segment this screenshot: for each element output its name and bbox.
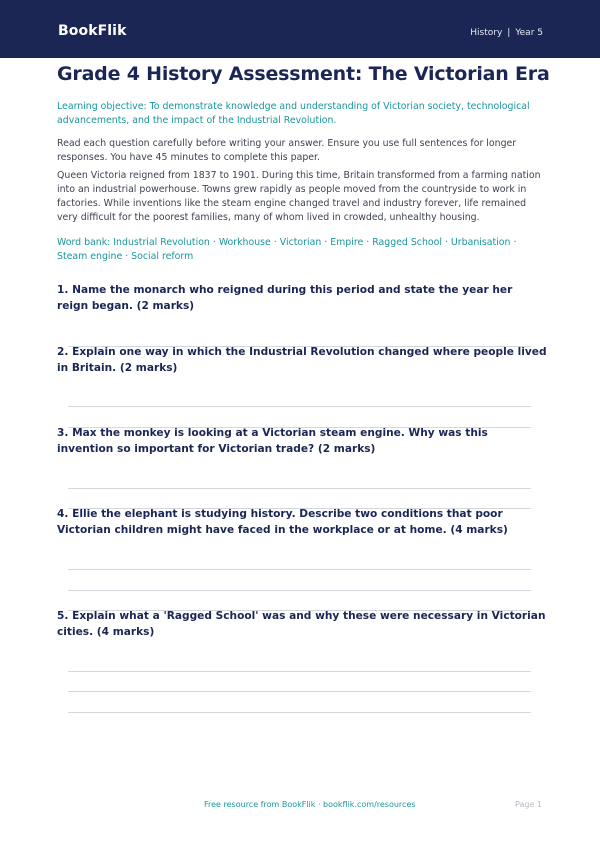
answer-line[interactable] xyxy=(68,590,531,591)
answer-line[interactable] xyxy=(68,569,531,570)
instructions: Read each question carefully before writing your answer. Ensure you use full sentences for longer responses. You have 45 minutes to complete this paper. xyxy=(57,138,517,163)
answer-line[interactable] xyxy=(68,691,531,692)
question-5: 5. Explain what a 'Ragged School' was and why these were necessary in Victorian cities. (4 marks) xyxy=(57,610,546,638)
brand-logo[interactable]: BookFlik xyxy=(58,23,127,39)
answer-line[interactable] xyxy=(68,712,531,713)
reading-passage: Queen Victoria reigned from 1837 to 1901. During this time, Britain transformed from a farming nation into an industrial powerhouse. Towns grew rapidly as people moved from the countryside to work in factories. While inventions like the steam engine changed travel and industry forever, life remained very difficult for the poorest families, many of whom lived in crowded, unhealthy housing. xyxy=(57,170,541,223)
year-label: Year 5 xyxy=(515,28,543,38)
meta-separator: | xyxy=(507,28,511,38)
page-title: Grade 4 History Assessment: The Victorian Era xyxy=(57,63,550,85)
question-3: 3. Max the monkey is looking at a Victorian steam engine. Why was this invention so important for Victorian trade? (2 marks) xyxy=(57,427,488,455)
answer-line[interactable] xyxy=(68,488,531,489)
subject-label: History xyxy=(470,28,503,38)
question-4: 4. Ellie the elephant is studying history. Describe two conditions that poor Victorian children might have faced in the workplace or at home. (4 marks) xyxy=(57,508,508,536)
answer-line[interactable] xyxy=(68,671,531,672)
page-number: Page 1 xyxy=(515,800,542,809)
answer-line[interactable] xyxy=(68,406,531,407)
footer-resource-link[interactable]: Free resource from BookFlik · bookflik.com/resources xyxy=(204,800,416,809)
learning-objective: Learning objective: To demonstrate knowledge and understanding of Victorian society, technological advancements, and the impact of the Industrial Revolution. xyxy=(57,101,530,126)
page-header xyxy=(0,0,600,58)
question-2: 2. Explain one way in which the Industrial Revolution changed where people lived in Britain. (2 marks) xyxy=(57,346,547,374)
word-bank: Word bank: Industrial Revolution · Workhouse · Victorian · Empire · Ragged School · Urbanisation · Steam engine · Social reform xyxy=(57,237,517,262)
question-1: 1. Name the monarch who reigned during this period and state the year her reign began. (2 marks) xyxy=(57,284,513,312)
header-meta xyxy=(470,28,543,38)
